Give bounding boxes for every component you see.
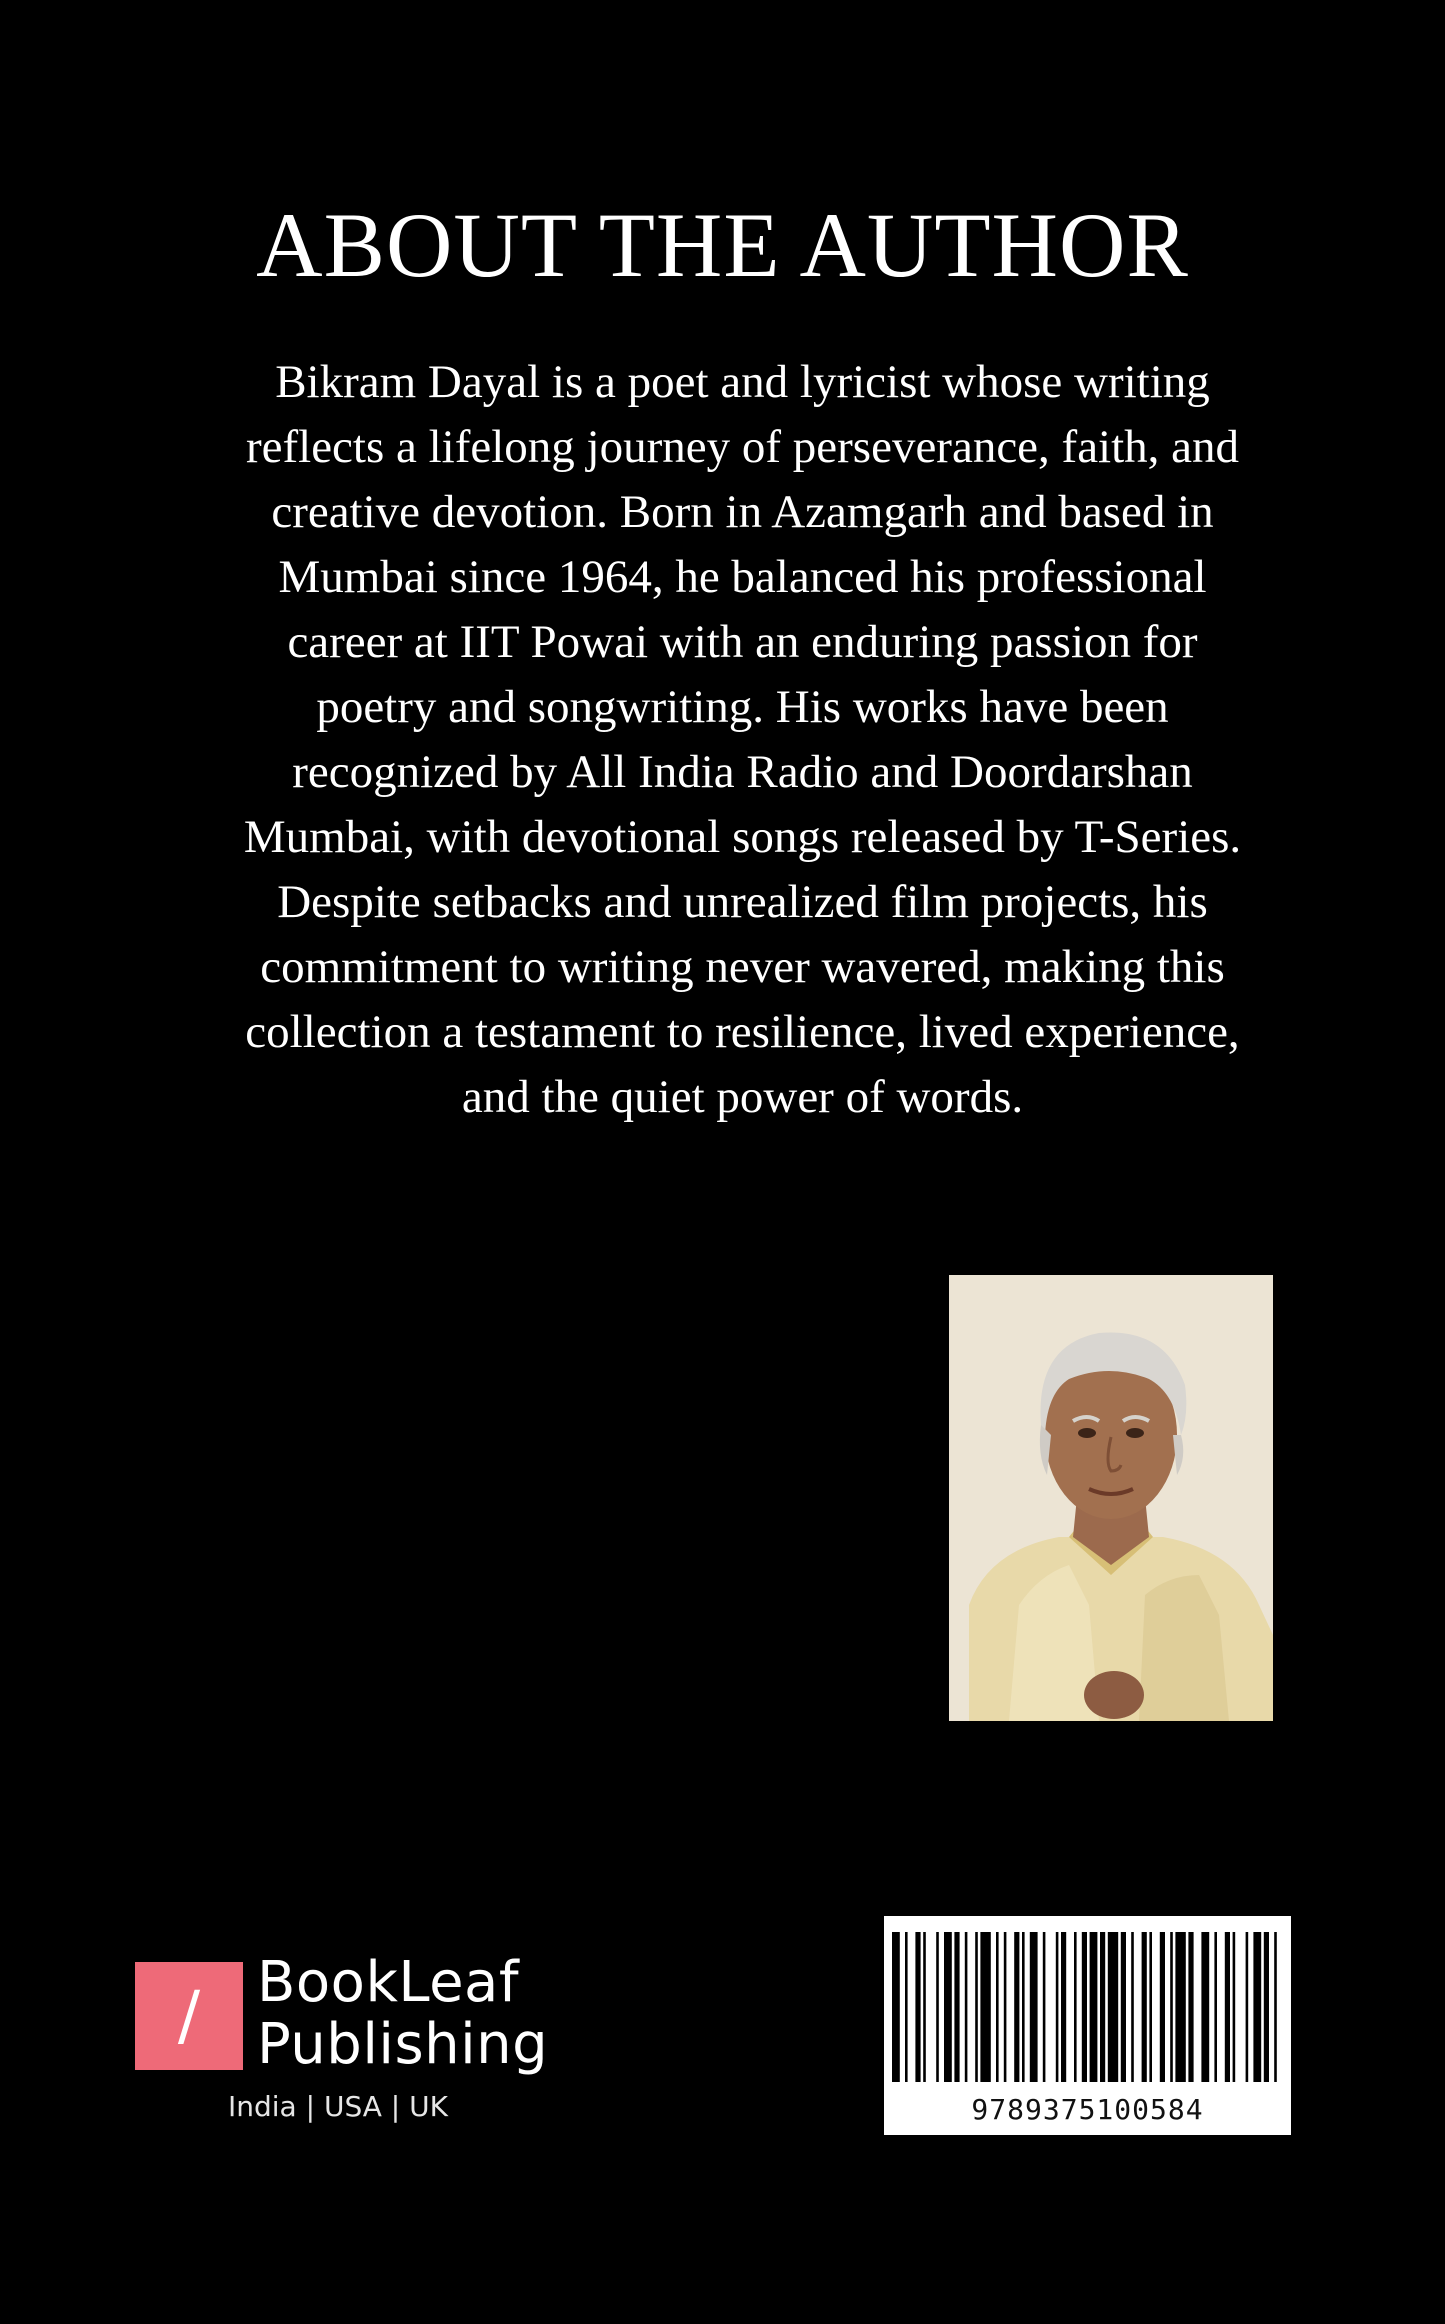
bio-line: career at IIT Powai with an enduring passion for bbox=[287, 616, 1198, 668]
author-portrait-icon bbox=[949, 1275, 1273, 1721]
slash-icon: / bbox=[177, 1977, 201, 2054]
barcode-icon bbox=[892, 1932, 1283, 2082]
barcode-bar bbox=[980, 1932, 990, 2082]
bio-line: Despite setbacks and unrealized film projects, his bbox=[277, 876, 1208, 928]
barcode-bar bbox=[1233, 1932, 1236, 2082]
isbn-number: 9789375100584 bbox=[971, 2093, 1204, 2126]
barcode-bar bbox=[1043, 1932, 1046, 2082]
barcode-bar bbox=[965, 1932, 968, 2082]
isbn-barcode bbox=[884, 1916, 1291, 2135]
barcode-bar bbox=[1274, 1932, 1277, 2082]
author-bio bbox=[180, 350, 1305, 1130]
publisher-regions: India | USA | UK bbox=[228, 2090, 448, 2123]
barcode-bar bbox=[1004, 1932, 1007, 2082]
barcode-bar bbox=[1246, 1932, 1249, 2082]
barcode-bar bbox=[996, 1932, 999, 2082]
bio-line: creative devotion. Born in Azamgarh and based in bbox=[271, 486, 1214, 538]
barcode-bar bbox=[1090, 1932, 1098, 2082]
bio-line: commitment to writing never wavered, making this bbox=[260, 941, 1225, 993]
bio-line: and the quiet power of words. bbox=[461, 1071, 1024, 1123]
barcode-bar bbox=[1014, 1932, 1019, 2082]
publisher-logo bbox=[135, 1950, 555, 2135]
barcode-bar bbox=[1188, 1932, 1193, 2082]
barcode-bar bbox=[936, 1932, 939, 2082]
barcode-bar bbox=[1175, 1932, 1185, 2082]
publisher-name bbox=[257, 1952, 548, 2076]
bio-line: recognized by All India Radio and Doordarshan bbox=[292, 746, 1193, 798]
barcode-bar bbox=[905, 1932, 908, 2082]
bio-line: collection a testament to resilience, lived experience, bbox=[245, 1006, 1240, 1058]
barcode-bar bbox=[915, 1932, 920, 2082]
barcode-bar bbox=[1149, 1932, 1152, 2082]
barcode-bar bbox=[1131, 1932, 1134, 2082]
barcode-bar bbox=[944, 1932, 952, 2082]
bio-line: reflects a lifelong journey of perseverance, faith, and bbox=[245, 421, 1240, 473]
barcode-bar bbox=[975, 1932, 978, 2082]
bio-line: Bikram Dayal is a poet and lyricist whose writing bbox=[275, 356, 1210, 408]
barcode-bar bbox=[1100, 1932, 1105, 2082]
barcode-bar bbox=[1082, 1932, 1087, 2082]
barcode-bar bbox=[1074, 1932, 1077, 2082]
barcode-bar bbox=[923, 1932, 926, 2082]
barcode-bar bbox=[1142, 1932, 1147, 2082]
barcode-bar bbox=[1170, 1932, 1173, 2082]
barcode-bar bbox=[1225, 1932, 1230, 2082]
barcode-bar bbox=[1264, 1932, 1269, 2082]
bio-line: Mumbai, with devotional songs released by T-Series. bbox=[243, 811, 1242, 863]
barcode-bar bbox=[1160, 1932, 1165, 2082]
barcode-bar bbox=[1121, 1932, 1126, 2082]
bio-line: poetry and songwriting. His works have been bbox=[316, 681, 1169, 733]
publisher-name-line1: BookLeaf bbox=[257, 1950, 520, 2015]
publisher-mark bbox=[135, 1962, 243, 2070]
barcode-bar bbox=[954, 1932, 959, 2082]
barcode-bar bbox=[1253, 1932, 1261, 2082]
barcode-bar bbox=[1201, 1932, 1209, 2082]
barcode-bar bbox=[1030, 1932, 1038, 2082]
author-photo bbox=[949, 1275, 1273, 1721]
publisher-name-line2: Publishing bbox=[257, 2012, 549, 2077]
barcode-bar bbox=[1214, 1932, 1217, 2082]
barcode-bar bbox=[1056, 1932, 1059, 2082]
barcode-bar bbox=[892, 1932, 900, 2082]
bio-line: Mumbai since 1964, he balanced his professional bbox=[278, 551, 1207, 603]
barcode-bar bbox=[1022, 1932, 1025, 2082]
barcode-bar bbox=[1108, 1932, 1118, 2082]
page-title: ABOUT THE AUTHOR bbox=[256, 194, 1189, 296]
barcode-bar bbox=[1061, 1932, 1066, 2082]
